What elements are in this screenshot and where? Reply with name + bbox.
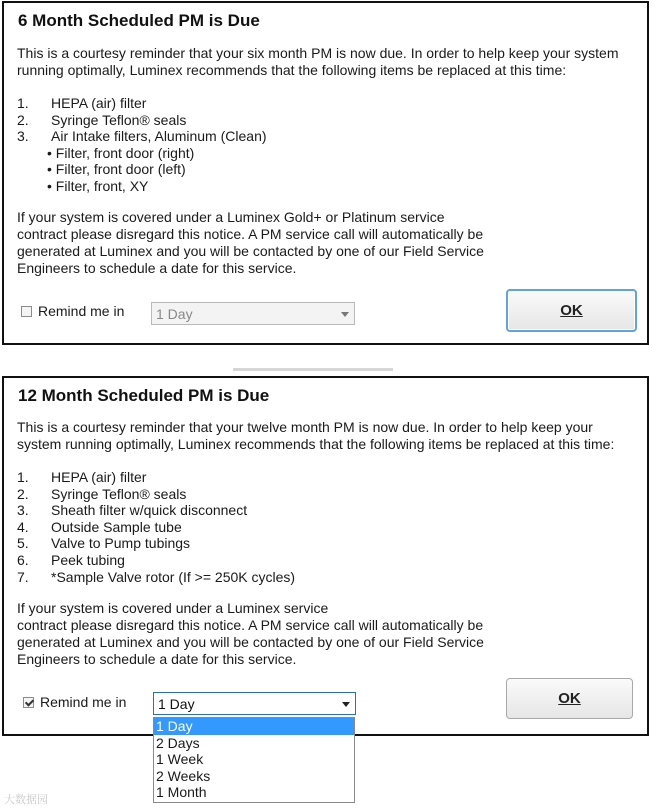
dropdown-option[interactable]: 2 Weeks xyxy=(156,767,211,784)
ok-button[interactable]: OK xyxy=(506,289,637,332)
list-item: 6. Peek tubing xyxy=(17,551,125,568)
list-item: 2. Syringe Teflon® seals xyxy=(17,485,187,502)
remind-interval-select[interactable] xyxy=(151,302,355,325)
dropdown-option[interactable]: 1 Day xyxy=(154,718,354,735)
list-item: 2. Syringe Teflon® seals xyxy=(17,111,187,128)
remind-me-checkbox[interactable] xyxy=(21,303,124,319)
remind-interval-select[interactable] xyxy=(153,692,356,715)
list-item: 3. Air Intake filters, Aluminum (Clean) xyxy=(17,128,267,145)
dialog-title: 12 Month Scheduled PM is Due xyxy=(18,386,270,405)
select-value: 1 Day xyxy=(156,305,193,322)
list-item: 7. *Sample Valve rotor (If >= 250K cycles) xyxy=(17,568,296,585)
replacement-items-list xyxy=(17,469,295,585)
list-item: 1. HEPA (air) filter xyxy=(17,469,147,485)
remind-label: Remind me in xyxy=(38,303,125,319)
background-artifact xyxy=(233,368,393,371)
watermark: 大数据园 xyxy=(4,794,48,806)
pm-6-month-dialog xyxy=(2,1,649,345)
remind-me-checkbox[interactable] xyxy=(23,694,126,710)
service-notice-text: If your system is covered under a Luminex Gold+ or Platinum service contract please disregard this notice. A PM service call will automatically be generated at Luminex and you will be contacted by one of our Field Service Engineers to schedule a date for this service. xyxy=(17,209,484,276)
dropdown-option[interactable]: 2 Days xyxy=(156,734,200,751)
sub-list-item: • Filter, front door (right) xyxy=(47,144,195,161)
remind-label: Remind me in xyxy=(40,694,127,710)
ok-button[interactable]: OK xyxy=(506,678,633,719)
select-value: 1 Day xyxy=(158,695,195,712)
intro-text: This is a courtesy reminder that your twelve month PM is now due. In order to help keep your system running optimally, Luminex recommends that the following items be replaced at this time: xyxy=(17,419,615,452)
intro-text: This is a courtesy reminder that your six month PM is now due. In order to help keep your system running optimally, Luminex recommends that the following items be replaced at this time: xyxy=(17,45,619,78)
remind-interval-dropdown-list xyxy=(153,717,355,803)
dialog-title: 6 Month Scheduled PM is Due xyxy=(18,11,260,30)
list-item: 3. Sheath filter w/quick disconnect xyxy=(17,502,248,519)
sub-list-item: • Filter, front door (left) xyxy=(47,161,186,178)
chevron-down-icon xyxy=(341,312,349,317)
list-item: 5. Valve to Pump tubings xyxy=(17,535,191,552)
checkbox-box[interactable] xyxy=(23,697,34,708)
service-notice-text: If your system is covered under a Luminex service contract please disregard this notice. A PM service call will automatically be generated at Luminex and you will be contacted by one of our Field Service Engineers to schedule a date for this service. xyxy=(17,600,484,667)
list-item: 1. HEPA (air) filter xyxy=(17,95,147,111)
sub-list-item: • Filter, front, XY xyxy=(47,177,149,194)
dropdown-option[interactable]: 1 Month xyxy=(156,784,207,801)
list-item: 4. Outside Sample tube xyxy=(17,518,182,535)
dropdown-option[interactable]: 1 Week xyxy=(156,751,204,768)
replacement-items-list xyxy=(17,95,267,195)
checkbox-box[interactable] xyxy=(21,306,32,317)
chevron-down-icon xyxy=(342,702,350,707)
